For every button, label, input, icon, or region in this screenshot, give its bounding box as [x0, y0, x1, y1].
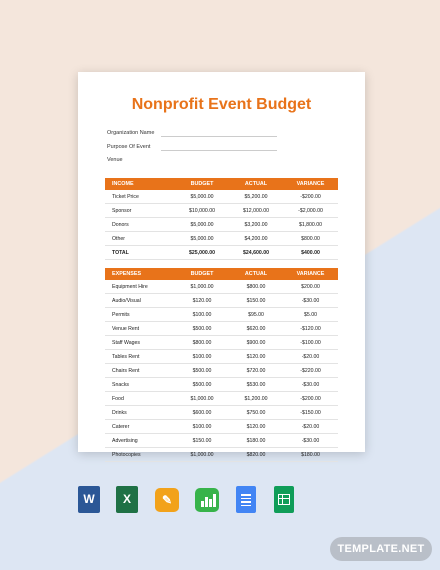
table-cell: $5,000.00: [175, 218, 229, 232]
table-cell: $24,600.00: [229, 246, 283, 260]
table-cell: $95.00: [229, 308, 283, 322]
table-cell: -$200.00: [283, 392, 338, 406]
field-line: [161, 150, 277, 151]
column-header: VARIANCE: [283, 268, 338, 280]
table-row: [105, 364, 338, 378]
table-cell: $400.00: [283, 246, 338, 260]
column-header: BUDGET: [175, 268, 229, 280]
table-row: [105, 308, 338, 322]
table-cell: $150.00: [175, 434, 229, 448]
google-sheets-icon[interactable]: [274, 486, 294, 513]
word-icon[interactable]: [78, 486, 100, 513]
table-cell: Advertising: [105, 434, 175, 448]
table-cell: Photocopies: [105, 448, 175, 462]
table-cell: -$20.00: [283, 420, 338, 434]
app-icons: [78, 486, 298, 514]
numbers-icon[interactable]: [195, 488, 219, 512]
table-cell: $200.00: [283, 280, 338, 294]
table-cell: $1,200.00: [229, 392, 283, 406]
table-cell: $500.00: [175, 378, 229, 392]
table-cell: Ticket Price: [105, 190, 175, 204]
table-cell: $5,000.00: [175, 232, 229, 246]
organization-name-field: [107, 128, 277, 138]
table-row: [105, 294, 338, 308]
table-cell: -$220.00: [283, 364, 338, 378]
table-cell: $820.00: [229, 448, 283, 462]
table-cell: $530.00: [229, 378, 283, 392]
table-row: [105, 378, 338, 392]
table-cell: Food: [105, 392, 175, 406]
table-cell: $100.00: [175, 350, 229, 364]
document-page: [78, 72, 365, 458]
table-row: [105, 392, 338, 406]
table-cell: $5,200.00: [229, 190, 283, 204]
table-cell: $100.00: [175, 420, 229, 434]
table-row: [105, 406, 338, 420]
table-cell: TOTAL: [105, 246, 175, 260]
table-row: [105, 218, 338, 232]
field-label: Venue: [107, 157, 123, 163]
table-row: [105, 448, 338, 462]
document-title: Nonprofit Event Budget: [131, 96, 312, 113]
table-cell: Snacks: [105, 378, 175, 392]
income-table: [105, 178, 338, 260]
table-row: [105, 420, 338, 434]
table-cell: $12,000.00: [229, 204, 283, 218]
table-cell: $800.00: [229, 280, 283, 294]
table-cell: -$30.00: [283, 378, 338, 392]
table-cell: $500.00: [175, 364, 229, 378]
table-header-row: [105, 268, 338, 280]
table-cell: Tables Rent: [105, 350, 175, 364]
table-cell: $25,000.00: [175, 246, 229, 260]
table-cell: $5.00: [283, 308, 338, 322]
table-cell: Sponsor: [105, 204, 175, 218]
field-label: Organization Name: [107, 130, 155, 136]
table-cell: $3,200.00: [229, 218, 283, 232]
table-cell: $800.00: [175, 336, 229, 350]
table-cell: -$2,000.00: [283, 204, 338, 218]
table-cell: Donors: [105, 218, 175, 232]
expenses-table: [105, 268, 338, 462]
table-cell: -$20.00: [283, 350, 338, 364]
table-cell: $800.00: [283, 232, 338, 246]
pages-glyph: ✎: [161, 493, 173, 507]
word-glyph: W: [83, 492, 95, 506]
column-header: ACTUAL: [229, 268, 283, 280]
table-cell: Audio/Visual: [105, 294, 175, 308]
table-cell: $1,800.00: [283, 218, 338, 232]
table-cell: $180.00: [229, 434, 283, 448]
excel-icon[interactable]: [116, 486, 138, 513]
table-row: [105, 434, 338, 448]
table-cell: $720.00: [229, 364, 283, 378]
table-cell: -$120.00: [283, 322, 338, 336]
table-cell: $1,000.00: [175, 280, 229, 294]
column-header: VARIANCE: [283, 178, 338, 190]
table-row: [105, 190, 338, 204]
table-row: [105, 350, 338, 364]
pages-icon[interactable]: [155, 488, 179, 512]
column-header: INCOME: [105, 178, 175, 190]
table-cell: Permits: [105, 308, 175, 322]
total-row: [105, 246, 338, 260]
table-cell: $4,200.00: [229, 232, 283, 246]
table-cell: Staff Wages: [105, 336, 175, 350]
excel-glyph: X: [122, 492, 131, 506]
table-cell: Caterer: [105, 420, 175, 434]
table-cell: Drinks: [105, 406, 175, 420]
table-row: [105, 232, 338, 246]
table-row: [105, 280, 338, 294]
field-line: [161, 136, 277, 137]
table-cell: Venue Rent: [105, 322, 175, 336]
column-header: ACTUAL: [229, 178, 283, 190]
table-row: [105, 204, 338, 218]
table-cell: $120.00: [229, 350, 283, 364]
google-docs-icon[interactable]: [236, 486, 256, 513]
table-cell: -$100.00: [283, 336, 338, 350]
table-cell: Other: [105, 232, 175, 246]
purpose-of-event-field: [107, 142, 277, 152]
table-cell: $1,000.00: [175, 392, 229, 406]
table-cell: $750.00: [229, 406, 283, 420]
table-cell: $600.00: [175, 406, 229, 420]
venue-field: [107, 155, 277, 165]
table-cell: Chairs Rent: [105, 364, 175, 378]
table-cell: $10,000.00: [175, 204, 229, 218]
table-cell: $100.00: [175, 308, 229, 322]
table-cell: -$30.00: [283, 294, 338, 308]
table-cell: -$150.00: [283, 406, 338, 420]
table-cell: $1,000.00: [175, 448, 229, 462]
column-header: BUDGET: [175, 178, 229, 190]
table-cell: $900.00: [229, 336, 283, 350]
table-cell: $120.00: [175, 294, 229, 308]
table-header-row: [105, 178, 338, 190]
field-label: Purpose Of Event: [107, 144, 151, 150]
template-net-badge[interactable]: TEMPLATE.NET: [330, 537, 432, 561]
table-cell: $150.00: [229, 294, 283, 308]
table-cell: $120.00: [229, 420, 283, 434]
table-cell: -$200.00: [283, 190, 338, 204]
table-cell: Equipment Hire: [105, 280, 175, 294]
column-header: EXPENSES: [105, 268, 175, 280]
table-row: [105, 322, 338, 336]
table-cell: $180.00: [283, 448, 338, 462]
table-cell: $500.00: [175, 322, 229, 336]
table-cell: $620.00: [229, 322, 283, 336]
table-cell: $5,000.00: [175, 190, 229, 204]
table-row: [105, 336, 338, 350]
table-cell: -$30.00: [283, 434, 338, 448]
